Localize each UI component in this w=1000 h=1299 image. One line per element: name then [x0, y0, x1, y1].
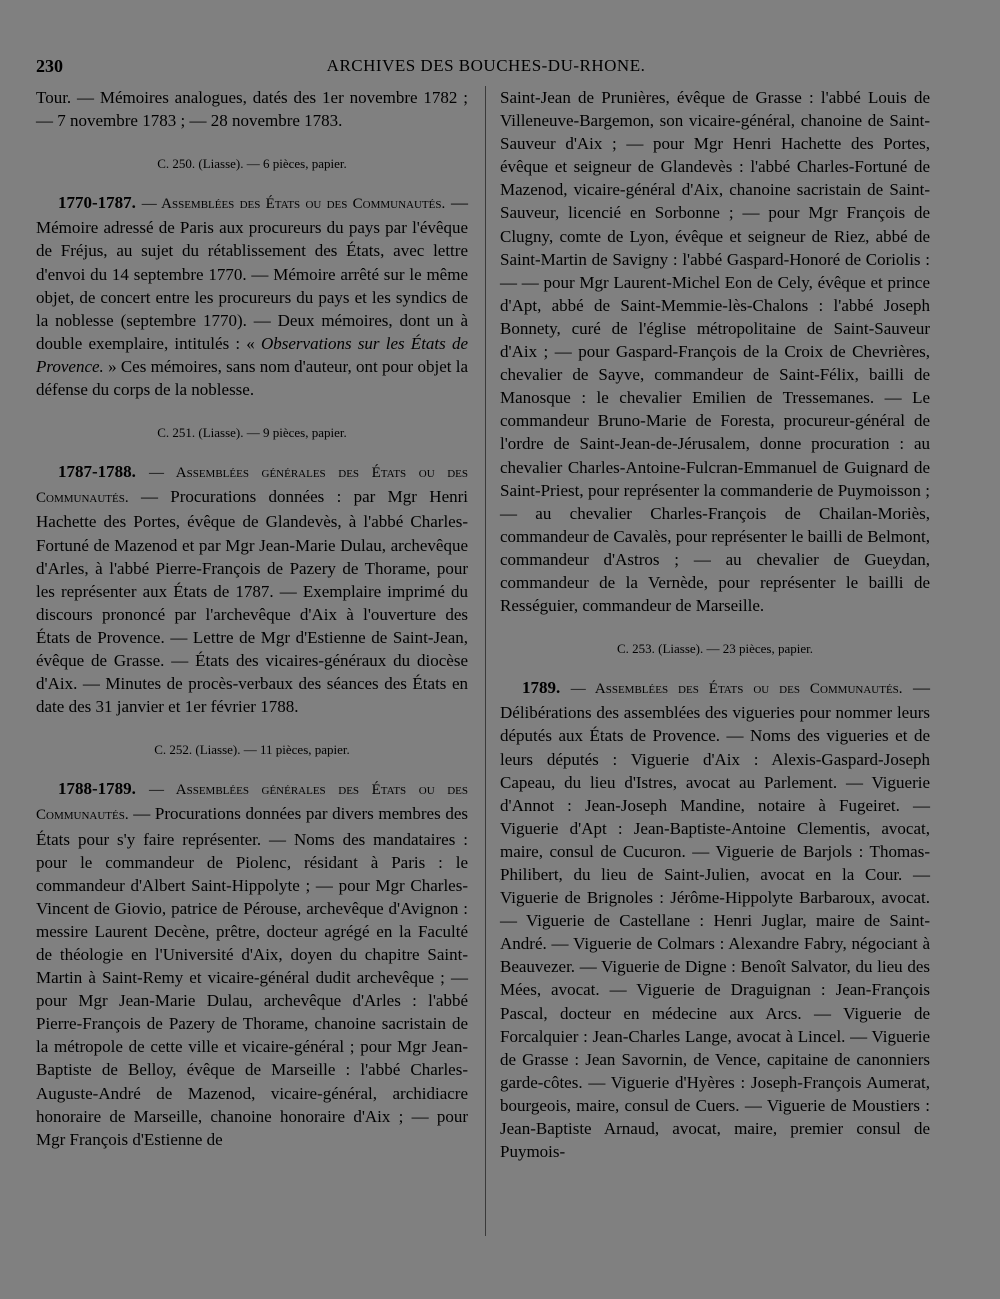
- entry-title: — Assemblées des États ou des Communautés.: [570, 681, 903, 698]
- entry-text: — Mémoire adressé de Paris aux procureurs du pays par l'évêque de Fréjus, au sujet du rétablissement des États, avec lettre d'envoi du 14 septembre 1770. — Mémoire arrêté sur le même objet, de concert entre les procureurs du pays et les syndics de la noblesse (septembre 1770). — Deux mémoires, dont un à double exemplaire, intitulés : «: [36, 193, 468, 353]
- entry-text-end: » Ces mémoires, sans nom d'auteur, ont pour objet la défense du corps de la noblesse.: [36, 356, 468, 400]
- entry-c253: [500, 676, 930, 1163]
- entry-cote-c250: C. 250. (Liasse). — 6 pièces, papier.: [157, 156, 347, 172]
- entry-cote-c252: C. 252. (Liasse). — 11 pièces, papier.: [154, 742, 350, 758]
- continuation-paragraph: Tour. — Mémoires analogues, datés des 1er novembre 1782 ; — 7 novembre 1783 ; — 28 novembre 1783.: [36, 88, 468, 131]
- entry-c251: [36, 460, 468, 718]
- entry-cote-c253: C. 253. (Liasse). — 23 pièces, papier.: [616, 641, 814, 657]
- running-title: ARCHIVES DES BOUCHES-DU-RHONE.: [326, 56, 646, 75]
- continuation-paragraph: Saint-Jean de Prunières, évêque de Grasse : l'abbé Louis de Villeneuve-Bargemon, son vicaire-général, chanoine de Saint-Sauveur d'Aix ; — pour Mgr Henri Hachette des Portes, évêque et seigneur de Glandevès : l'abbé Charles-Fortuné de Mazenod, vicaire-général d'Aix, chanoine sacristain de Saint-Sauveur, licencié en Sorbonne ; — pour Mgr François de Clugny, comte de Lyon, évêque et seigneur de Riez, abbé de Saint-Martin de Savigny : l'abbé Gaspard-Honoré de Coriolis : — — pour Mgr Laurent-Michel Eon de Cely, évêque et prince d'Apt, abbé de Saint-Memmie-lès-Chalons : l'abbé Joseph Bonnety, curé de l'église métropolitaine de Saint-Sauveur d'Aix ; — pour Gaspard-François de la Croix de Chevrières, chevalier de Sayve, commandeur de Saint-Félix, bailli de Manosque : le chevalier Emilien de Tressemanes. — Le commandeur Bruno-Marie de Foresta, procureur-général de l'ordre de Saint-Jean-de-Jérusalem, donne procuration : au chevalier Charles-Antoine-Fulcran-Emmanuel de Guignard de Saint-Priest, pour représenter la commanderie de Puymoisson ; — au chevalier Charles-François de Chailan-Moriès, commandeur de Cavalès, pour représenter le bailli de Belmont, commandeur d'Astros ; — au chevalier de Gueydan, commandeur de la Vernède, pour représenter le bailli de Rességuier, commandeur de Marseille.: [500, 88, 930, 616]
- entry-title: — Assemblées des États ou des Communautés.: [141, 196, 446, 213]
- entry-text: — Procurations données : par Mgr Henri Hachette des Portes, évêque de Glandevès, à l'abbé Charles-Fortuné de Mazenod et par Mgr Jean-Marie Dulau, archevêque d'Arles, à l'abbé Pierre-François de Pazery de Thorame, pour les représenter aux États de 1787. — Exemplaire imprimé du discours prononcé par l'archevêque d'Aix à l'ouverture des États de Provence. — Lettre de Mgr d'Estienne de Saint-Jean, évêque de Grasse. — États des vicaires-généraux du diocèse d'Aix. — Minutes de procès-verbaux des séances des États en date des 31 janvier et 1er février 1788.: [36, 487, 468, 717]
- entry-date: 1787-1788.: [58, 462, 136, 482]
- page-header: [36, 56, 936, 82]
- entry-c252: [36, 777, 468, 1151]
- right-column: [500, 86, 930, 1163]
- entry-text: — Délibérations des assemblées des vigueries pour nommer leurs députés aux États de Provence. — Noms des vigueries et de leurs députés : Viguerie d'Aix : Alexis-Gaspard-Joseph Capeau, du lieu d'Istres, avocat au Parlement. — Viguerie d'Annot : Jean-Joseph Mandine, notaire à Fugeiret. — Viguerie d'Apt : Jean-Baptiste-Antoine Clementis, avocat, maire, consul de Cucuron. — Viguerie de Barjols : Thomas-Philibert, du lieu de Saint-Julien, avocat en la Cour. — Viguerie de Brignoles : Jérôme-Hippolyte Barbaroux, avocat. — Viguerie de Castellane : Henri Juglar, maire de Saint-André. — Viguerie de Colmars : Alexandre Fabry, négociant à Beauvezer. — Viguerie de Digne : Benoît Salvator, du lieu des Mées, avocat. — Viguerie de Draguignan : Jean-François Pascal, docteur en médecine aux Arcs. — Viguerie de Forcalquier : Jean-Charles Lange, avocat à Lincel. — Viguerie de Grasse : Jean Savornin, de Vence, capitaine de canonniers garde-côtes. — Viguerie d'Hyères : Joseph-François Aumerat, bourgeois, maire, consul de Cuers. — Viguerie de Moustiers : Jean-Baptiste Arnaud, avocat, maire, premier consul de Puymois-: [500, 678, 931, 1162]
- entry-c250: [36, 191, 468, 401]
- entry-date: 1788-1789.: [58, 779, 136, 799]
- entry-date: 1789.: [522, 678, 561, 698]
- entry-text: — Procurations données par divers membres des États pour s'y faire représenter. — Noms des mandataires : pour le commandeur de Piolenc, résidant à Paris : le commandeur d'Albert Saint-Hippolyte ; — pour Mgr Charles-Vincent de Giovio, patrice de Pérouse, archevêque d'Avignon : messire Laurent Decène, prêtre, docteur agrégé en la Faculté de théologie en l'Université d'Aix, doyen du chapitre Saint-Martin à Saint-Remy et vicaire-général dudit archevêque ; — pour Mgr Jean-Marie Dulau, archevêque d'Arles : l'abbé Pierre-François de Pazery de Thorame, chanoine sacristain de la métropole de cette ville et vicaire-général ; pour Mgr Jean-Baptiste de Belloy, évêque de Marseille : l'abbé Charles-Auguste-André de Mazenod, vicaire-général, archidiacre honoraire de Marseille, chanoine honoraire d'Aix ; — pour Mgr François d'Estienne de: [36, 804, 468, 1149]
- column-divider: [485, 86, 486, 1236]
- entry-title: — Assemblées générales des États ou des Communautés.: [36, 782, 468, 824]
- entry-italic-title: Observations sur les États de Provence.: [36, 333, 468, 376]
- left-column: [36, 86, 468, 1151]
- entry-date: 1770-1787.: [58, 193, 136, 213]
- entry-title: — Assemblées générales des États ou des Communautés.: [36, 465, 468, 507]
- entry-cote-c251: C. 251. (Liasse). — 9 pièces, papier.: [157, 425, 347, 441]
- page-number: 230: [36, 56, 63, 76]
